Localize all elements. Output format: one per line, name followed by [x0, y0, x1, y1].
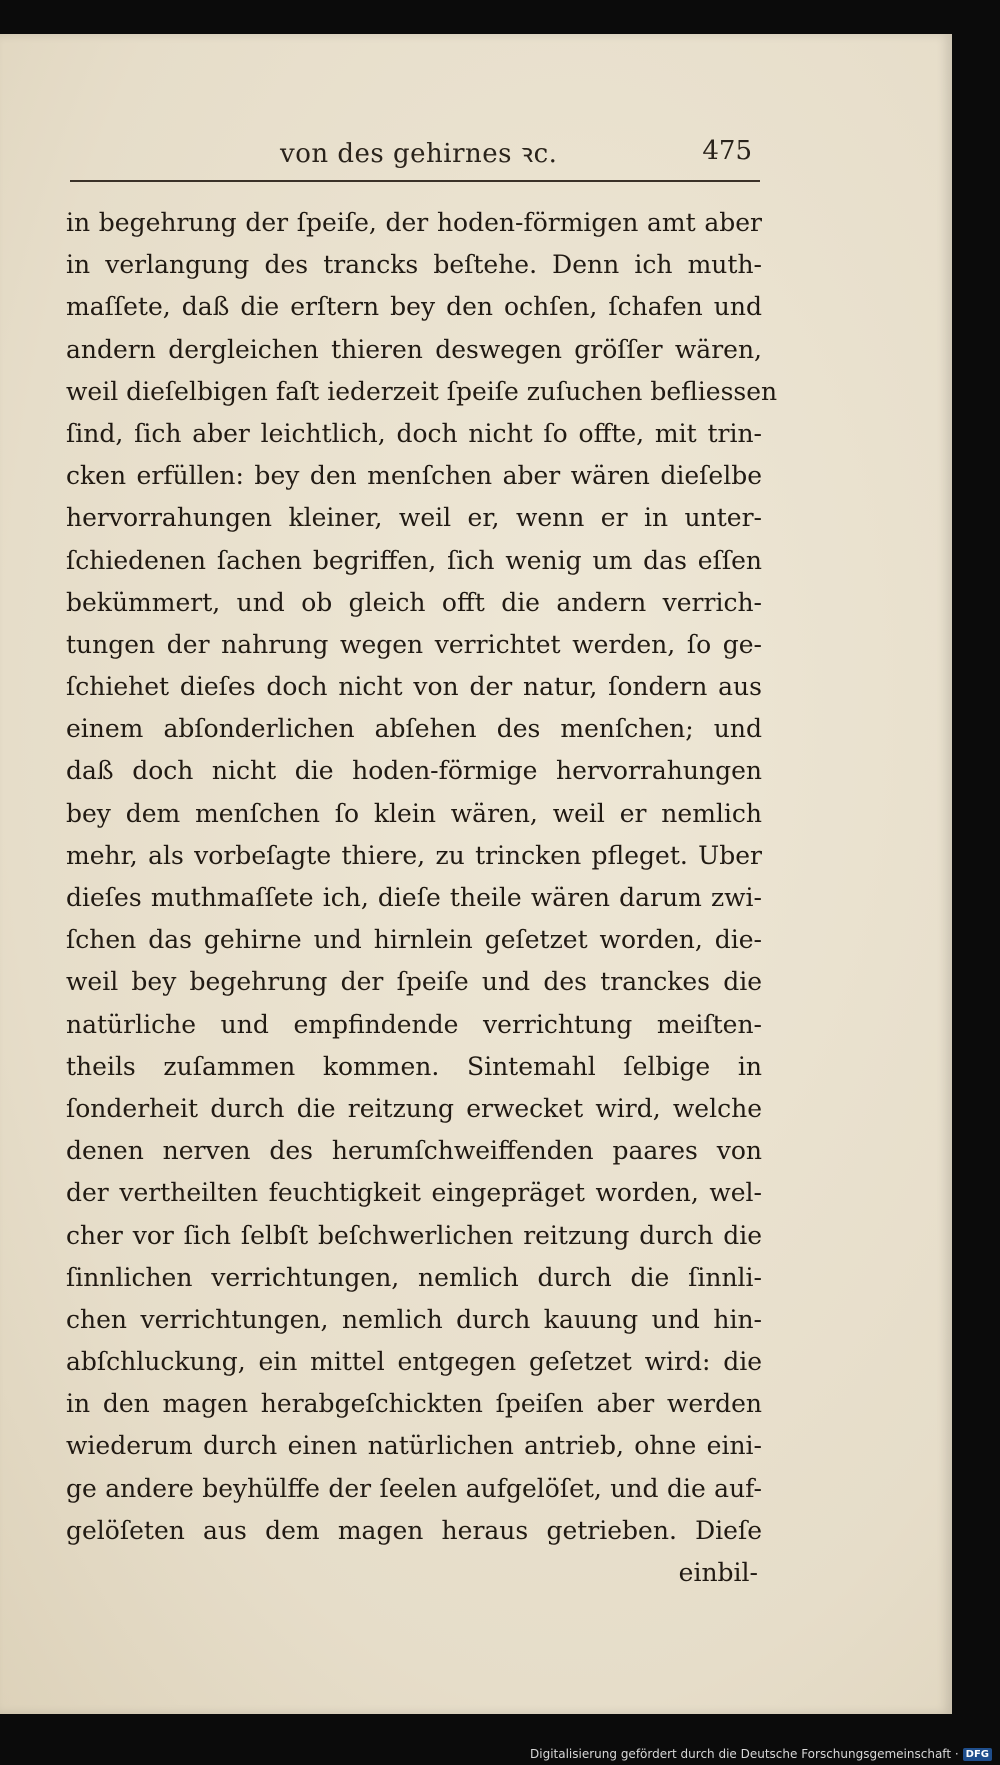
text-line: ſinnlichen verrichtungen, nemlich durch die ſinnli-: [66, 1262, 762, 1292]
text-line: ſind, ſich aber leichtlich, doch nicht ſo offte, mit trin-: [66, 418, 762, 448]
text-line: daß doch nicht die hoden-förmige hervorrahungen: [66, 756, 762, 786]
text-line: andern dergleichen thieren deswegen gröſſer wären,: [66, 334, 762, 364]
text-line: theils zuſammen kommen. Sintemahl ſelbige in: [66, 1051, 762, 1081]
text-line: ſchiehet dieſes doch nicht von der natur, ſondern aus: [66, 672, 762, 702]
text-line: weil bey begehrung der ſpeiſe und des tranckes die: [66, 967, 762, 997]
text-line: maſſete, daß die erſtern bey den ochſen, ſchafen und: [66, 292, 762, 322]
text-line: einem abſonderlichen abſehen des menſchen; und: [66, 714, 762, 744]
catchword: einbil-: [678, 1558, 758, 1587]
text-line: in begehrung der ſpeiſe, der hoden-förmigen amt aber: [66, 208, 762, 237]
text-line: in den magen herabgeſchickten ſpeiſen aber werden: [66, 1389, 762, 1419]
body-text: [66, 202, 778, 1594]
text-line: gelöſeten aus dem magen heraus getrieben. Dieſe: [66, 1515, 762, 1545]
text-line: in verlangung des trancks beſtehe. Denn ich muth-: [66, 250, 762, 280]
credit-text: Digitalisierung gefördert durch die Deutsche Forschungsgemeinschaft ·: [530, 1747, 959, 1761]
running-head: von des gehirnes ꝛc.: [280, 139, 558, 169]
text-line: der vertheilten feuchtigkeit eingepräget worden, wel-: [66, 1178, 762, 1208]
digitization-credit: [530, 1747, 992, 1761]
text-line: cken erfüllen: bey den menſchen aber wären dieſelbe: [66, 461, 762, 491]
text-line: tungen der nahrung wegen verrichtet werden, ſo ge-: [66, 629, 762, 659]
text-line: bekümmert, und ob gleich offt die andern verrich-: [66, 587, 762, 617]
text-line: cher vor ſich ſelbſt beſchwerlichen reitzung durch die: [66, 1220, 762, 1250]
text-line: ſchiedenen ſachen begriffen, ſich wenig um das eſſen: [66, 545, 762, 575]
text-line: abſchluckung, ein mittel entgegen geſetzet wird: die: [66, 1347, 762, 1377]
text-line: chen verrichtungen, nemlich durch kauung und hin-: [66, 1304, 762, 1334]
book-page: [0, 34, 952, 1714]
dfg-logo: DFG: [963, 1748, 992, 1761]
text-line: weil dieſelbigen faſt iederzeit ſpeiſe zuſuchen befliessen: [66, 376, 778, 406]
text-line: denen nerven des herumſchweiffenden paares von: [66, 1136, 762, 1166]
text-line: ge andere beyhülffe der ſeelen aufgelöſet, und die auf-: [66, 1473, 762, 1503]
text-line: ſchen das gehirne und hirnlein geſetzet worden, die-: [66, 925, 762, 955]
text-line: dieſes muthmaſſete ich, dieſe theile wären darum zwi-: [66, 883, 762, 912]
text-line: ſonderheit durch die reitzung erwecket wird, welche: [66, 1093, 762, 1123]
text-line: natürliche und empfindende verrichtung meiſten-: [66, 1009, 762, 1039]
text-line: mehr, als vorbeſagte thiere, zu trincken pfleget. Uber: [66, 840, 762, 870]
text-line: bey dem menſchen ſo klein wären, weil er nemlich: [66, 798, 762, 828]
page-header: [70, 130, 760, 182]
text-line: hervorrahungen kleiner, weil er, wenn er in unter-: [66, 503, 762, 533]
page-number: 475: [702, 136, 752, 166]
text-line: wiederum durch einen natürlichen antrieb, ohne eini-: [66, 1431, 762, 1461]
